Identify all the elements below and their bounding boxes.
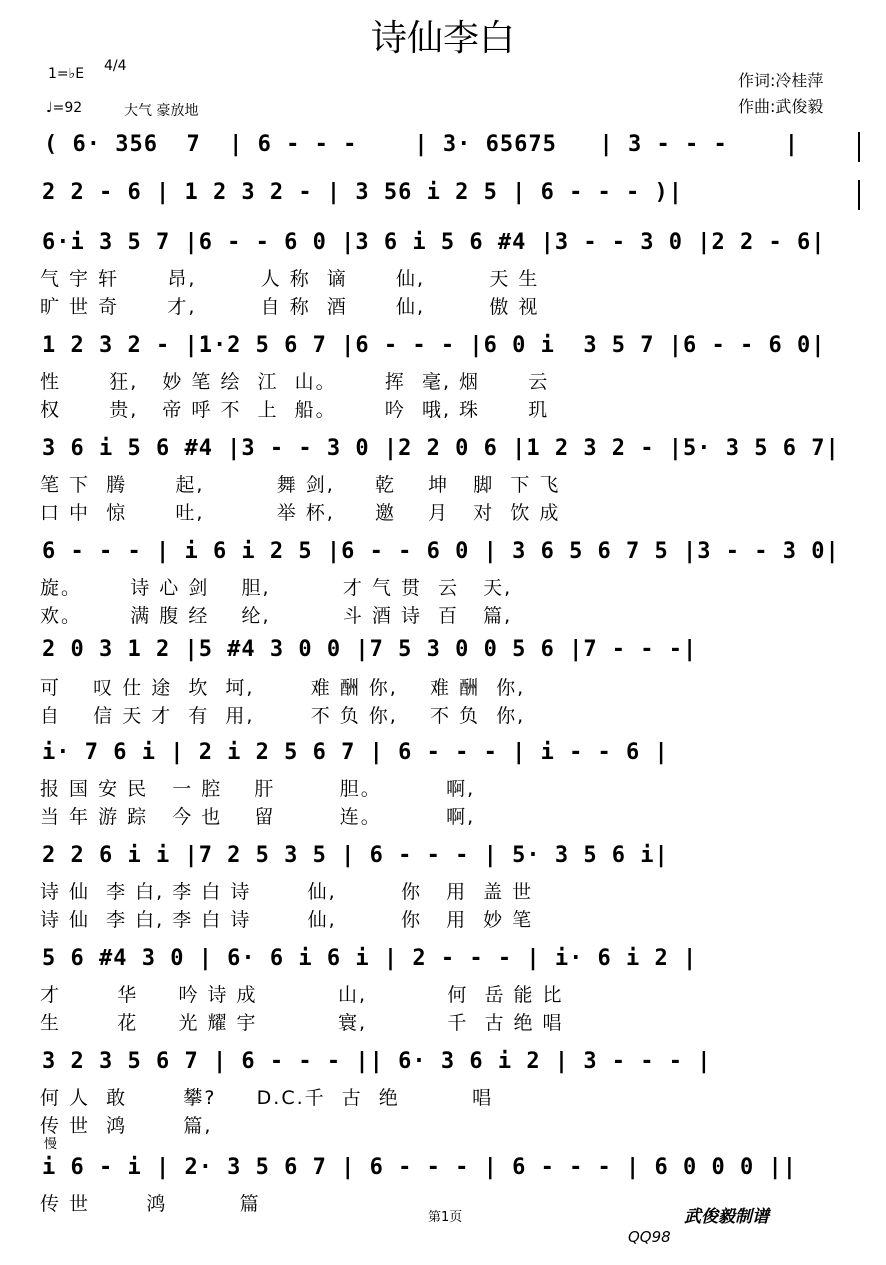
lyricist-credit: 作词:冷桂萍 [738, 71, 824, 90]
notation-line: 2 0 3 1 2 |5 #4 3 0 0 |7 5 3 0 0 5 6 |7 - - -| [42, 637, 698, 662]
notation-line: 1 2 3 2 - |1·2 5 6 7 |6 - - - |6 0 i 3 5 7 |6 - - 6 0| [42, 333, 826, 358]
notation-line: 3 6 i 5 6 #4 |3 - - 3 0 |2 2 0 6 |1 2 3 2 - |5· 3 5 6 7| [42, 436, 840, 461]
notation-line: 3 2 3 5 6 7 | 6 - - - || 6· 3 6 i 2 | 3 - - - | [42, 1049, 712, 1074]
composer-credit: 作曲:武俊毅 [738, 97, 824, 116]
tempo-slow-mark: 慢 [44, 1137, 58, 1152]
barline [858, 180, 860, 210]
key-signature: 1=♭E [48, 66, 85, 82]
lyric-verse-2: 诗 仙 李 白, 李 白 诗 仙, 你 用 妙 笔 [40, 909, 534, 931]
expression-marking: 大气 豪放地 [124, 103, 199, 119]
contact-qq: QQ98 [628, 1228, 671, 1246]
barline [858, 132, 860, 162]
lyric-verse-1: 笔 下 腾 起, 舞 剑, 乾 坤 脚 下 飞 [40, 474, 561, 496]
page-number: 第1页 [428, 1210, 463, 1225]
arranger-watermark: 武俊毅制谱 [684, 1207, 769, 1227]
lyric-verse-2: 权 贵, 帝 呼 不 上 船。 吟 哦, 珠 玑 [40, 399, 550, 421]
notation-line: ( 6· 356 7 | 6 - - - | 3· 65675 | 3 - - - | [44, 132, 799, 157]
lyric-verse-2: 传 世 鸿 篇, [40, 1115, 213, 1137]
lyric-verse-1: 报 国 安 民 一 腔 肝 胆。 啊, [40, 778, 476, 800]
tempo-marking: ♩=92 [46, 100, 83, 116]
notation-line: i 6 - i | 2· 3 5 6 7 | 6 - - - | 6 - - - | 6 0 0 0 || [42, 1155, 797, 1180]
lyric-verse-2: 生 花 光 耀 宇 寰, 千 古 绝 唱 [40, 1012, 564, 1034]
lyric-verse-2: 旷 世 奇 才, 自 称 酒 仙, 傲 视 [40, 296, 540, 318]
lyric-verse-2: 口 中 惊 吐, 举 杯, 邀 月 对 饮 成 [40, 502, 561, 524]
notation-line: 5 6 #4 3 0 | 6· 6 i 6 i | 2 - - - | i· 6 i 2 | [42, 946, 698, 971]
lyric-verse-1: 何 人 敢 攀? D.C.千 古 绝 唱 [40, 1087, 494, 1109]
time-signature: 4/4 [104, 58, 127, 74]
notation-line: 2 2 - 6 | 1 2 3 2 - | 3 56 i 2 5 | 6 - - - )| [42, 180, 684, 205]
lyric-verse-1: 诗 仙 李 白, 李 白 诗 仙, 你 用 盖 世 [40, 881, 534, 903]
notation-line: i· 7 6 i | 2 i 2 5 6 7 | 6 - - - | i - - 6 | [42, 740, 669, 765]
lyric-verse-1: 旋。 诗 心 剑 胆, 才 气 贯 云 天, [40, 577, 513, 599]
lyric-verse-2: 欢。 满 腹 经 纶, 斗 酒 诗 百 篇, [40, 605, 513, 627]
notation-line: 6·i 3 5 7 |6 - - 6 0 |3 6 i 5 6 #4 |3 - - 3 0 |2 2 - 6| [42, 230, 826, 255]
lyric-verse-1: 气 宇 轩 昂, 人 称 谪 仙, 天 生 [40, 268, 540, 290]
lyric-verse-1: 才 华 吟 诗 成 山, 何 岳 能 比 [40, 984, 564, 1006]
lyric-verse-2: 当 年 游 踪 今 也 留 连。 啊, [40, 806, 476, 828]
lyric-verse-2: 自 信 天 才 有 用, 不 负 你, 不 负 你, [40, 705, 526, 727]
page-title: 诗仙李白 [370, 18, 515, 59]
lyric-verse-1: 可 叹 仕 途 坎 坷, 难 酬 你, 难 酬 你, [40, 677, 526, 699]
lyric-verse-1: 传 世 鸿 篇 [40, 1193, 261, 1215]
notation-line: 6 - - - | i 6 i 2 5 |6 - - 6 0 | 3 6 5 6 7 5 |3 - - 3 0| [42, 539, 840, 564]
notation-line: 2 2 6 i i |7 2 5 3 5 | 6 - - - | 5· 3 5 6 i| [42, 843, 669, 868]
lyric-verse-1: 性 狂, 妙 笔 绘 江 山。 挥 毫, 烟 云 [40, 371, 550, 393]
